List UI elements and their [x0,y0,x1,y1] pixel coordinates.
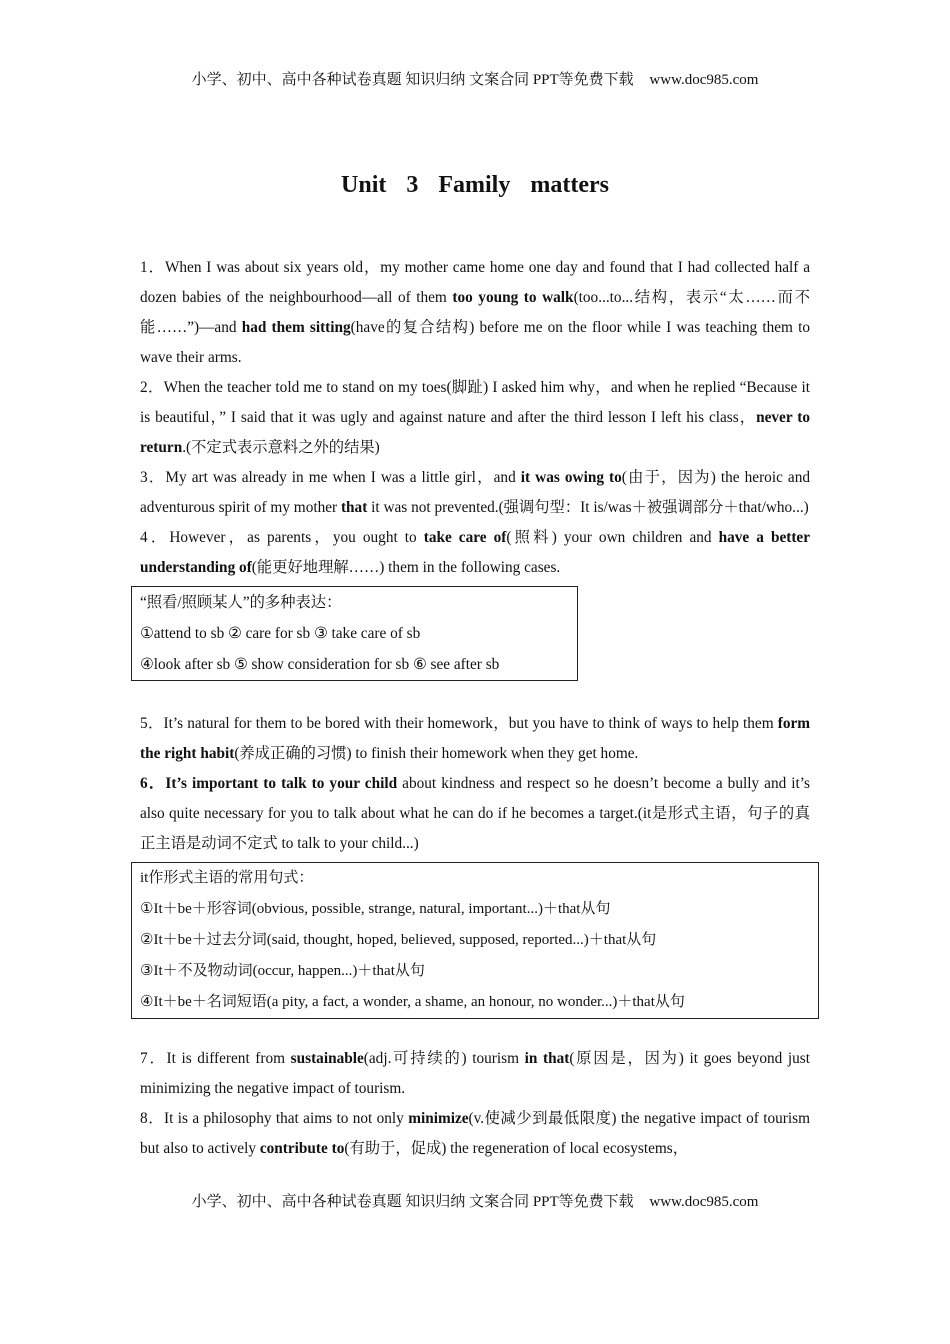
numbered-paragraph [140,373,810,463]
header-text: 小学、初中、高中各种试卷真题 知识归纳 文案合同 PPT等免费下载 [191,72,634,88]
text-segment: 7．It is different from [140,1050,291,1067]
page-footer [0,1190,950,1211]
text-segment: (照料) your own children and [506,529,719,546]
key-phrase: never to return [140,409,810,456]
text-segment: (能更好地理解……) them in the following cases. [251,559,561,576]
text-segment: 4．However，as parents，you ought to [140,529,424,546]
key-phrase: take care of [423,529,507,546]
text-segment: 2．When the teacher told me to stand on my toes(脚趾) I asked him why，and when he replied “Because it is beautiful，” I said that it was ugly and against nature and after the third lesson I left his class， [140,379,810,426]
footer-text: 小学、初中、高中各种试卷真题 知识归纳 文案合同 PPT等免费下载 [191,1194,634,1210]
key-phrase: sustainable [290,1050,364,1067]
expression-box [131,586,578,681]
text-segment: (v.使减少到最低限度) the negative impact of tourism but also to actively [140,1110,810,1157]
key-phrase: contribute to [259,1140,345,1157]
text-segment: (有助于，促成) the regeneration of local ecosystems， [344,1140,689,1157]
paragraph-group-1 [140,253,810,583]
text-segment: (养成正确的习惯) to finish their homework when they get home. [234,745,639,762]
numbered-paragraph [140,709,810,769]
paragraph-group-2 [140,709,810,859]
text-segment: 3．My art was already in me when I was a little girl，and [140,469,521,486]
page-title: Unit 3 Family matters [341,172,609,198]
text-segment: .(不定式表示意料之外的结果) [182,439,380,456]
key-phrase: minimize [408,1110,469,1127]
box-line: ②It＋be＋过去分词(said, thought, hoped, believed, supposed, reported...)＋that从句 [140,932,657,948]
text-segment: 8．It is a philosophy that aims to not only [140,1110,409,1127]
numbered-paragraph [140,253,810,373]
text-segment: it was not prevented.(强调句型：It is/was＋被强调部分＋that/who...) [367,499,809,516]
key-phrase: had them sitting [241,319,351,336]
text-segment: (原因是，因为) it goes beyond just minimizing the negative impact of tourism. [140,1050,810,1097]
text-segment: 5．It’s natural for them to be bored with their homework，but you have to think of ways to help them [140,715,778,732]
box-line: ③It＋不及物动词(occur, happen...)＋that从句 [140,963,425,979]
box-title: it作形式主语的常用句式： [140,870,314,886]
key-phrase: in that [524,1050,570,1067]
text-segment: 1．When I was about six years old，my mother came home one day and found that I had collected half a dozen babies of the neighbourhood—all of them [140,259,810,306]
key-phrase: too young to walk [452,289,574,306]
text-segment: (由于，因为) the heroic and adventurous spirit of my mother [140,469,811,516]
key-phrase: 6．It’s important to talk to your child [140,775,398,792]
numbered-paragraph [140,463,810,523]
text-segment: (have的复合结构) before me on the floor while I was teaching them to wave their arms. [140,319,810,366]
box-title: “照看/照顾某人”的多种表达： [140,594,342,611]
key-phrase: that [340,499,368,516]
paragraph-group-3 [140,1044,810,1164]
key-phrase: it was owing to [520,469,622,486]
box-line: ④look after sb ⑤ show consideration for sb ⑥ see after sb [140,656,500,673]
box-line: ①It＋be＋形容词(obvious, possible, strange, natural, important...)＋that从句 [140,901,611,917]
numbered-paragraph [140,1044,810,1104]
numbered-paragraph [140,769,810,859]
text-segment: (adj.可持续的) tourism [363,1050,525,1067]
key-phrase: form the right habit [140,715,810,762]
text-segment: (too...to...结构，表示“太……而不能……”)—and [140,289,810,336]
page-header [0,68,950,89]
document-body [140,253,810,1164]
box-line: ④It＋be＋名词短语(a pity, a fact, a wonder, a shame, an honour, no wonder...)＋that从句 [140,994,685,1010]
grammar-box [131,862,819,1019]
text-segment: about kindness and respect so he doesn’t become a bully and it’s also quite necessary for you to talk about what he can do if he becomes a target.(it是形式主语，句子的真正主语是动词不定式 to talk to your child...) [140,775,810,852]
header-url: www.doc985.com [649,72,759,88]
numbered-paragraph [140,523,810,583]
footer-url: www.doc985.com [649,1194,759,1210]
box-line: ①attend to sb ② care for sb ③ take care of sb [140,625,421,642]
key-phrase: have a better understanding of [140,529,811,576]
numbered-paragraph [140,1104,810,1164]
